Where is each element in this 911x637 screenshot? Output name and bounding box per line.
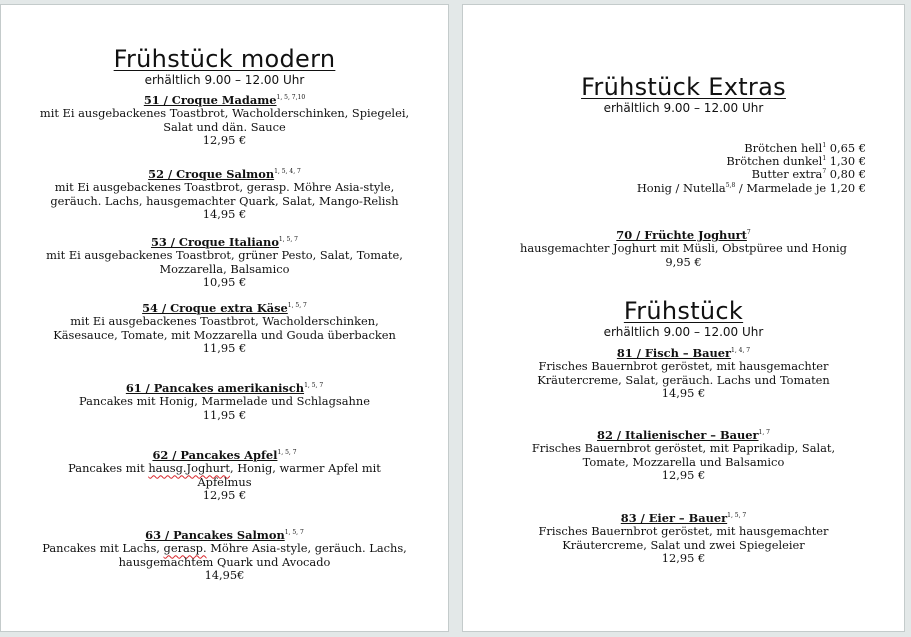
extras-row [637, 182, 866, 195]
description-text: Pancakes mit Lachs, [42, 541, 164, 556]
allergen-codes: 1 [822, 142, 827, 150]
item-description: hausgemachter Joghurt mit Müsli, Obstpüree und Honig [520, 241, 847, 256]
item-title: 52 / Croque Salmon [148, 167, 275, 181]
extras-list [637, 142, 866, 195]
allergen-codes: 1, 5, 7 [277, 449, 297, 457]
item-price: 12,95 € [661, 468, 706, 483]
allergen-codes: 5,8 [725, 181, 736, 189]
section-hours: erhältlich 9.00 – 12.00 Uhr [603, 325, 764, 339]
menu-item-81 [463, 347, 904, 401]
item-title: 63 / Pancakes Salmon [145, 528, 285, 542]
section-heading-fruehstueck-extras: Frühstück Extras [581, 73, 786, 101]
item-description: Frisches Bauernbrot geröstet, mit hausgemachter [538, 524, 829, 539]
item-title: 82 / Italienischer – Bauer [597, 428, 759, 442]
item-description: Mozzarella, Balsamico [159, 261, 290, 276]
allergen-codes: 1, 7 [758, 429, 770, 437]
item-description: mit Ei ausgebackenes Toastbrot, Wacholderschinken, Spiegelei, [39, 106, 410, 121]
item-title: 53 / Croque Italiano [150, 235, 279, 249]
item-description: mit Ei ausgebackenes Toastbrot, Wacholderschinken, [70, 314, 379, 329]
menu-item-83 [463, 512, 904, 566]
item-title: 54 / Croque extra Käse [142, 301, 288, 315]
allergen-codes: 1, 5, 7 [284, 529, 304, 537]
extras-name: Brötchen hell [744, 141, 823, 155]
menu-item-82 [463, 429, 904, 483]
item-description: hausgemachtem Quark und Avocado [118, 554, 331, 569]
item-description: Käsesauce, Tomate, mit Mozzarella und Gouda überbacken [53, 327, 396, 342]
menu-page-left [0, 4, 449, 632]
item-price: 11,95 € [202, 407, 247, 422]
menu-item-61 [1, 382, 448, 422]
description-text: , Honig, warmer Apfel mit [229, 461, 381, 476]
item-price: 14,95 € [661, 386, 706, 401]
item-title: 61 / Pancakes amerikanisch [125, 381, 305, 395]
allergen-codes: 1, 5, 7 [287, 302, 307, 310]
menu-item-53 [1, 236, 448, 290]
item-title: 81 / Fisch – Bauer [616, 346, 732, 360]
allergen-codes: 1, 5, 4, 7 [274, 168, 301, 176]
allergen-codes: 7 [746, 229, 751, 237]
item-description: Frisches Bauernbrot geröstet, mit hausgemachter [538, 359, 829, 374]
item-title: 62 / Pancakes Apfel [152, 448, 278, 462]
spelling-flagged-word: gerasp. [163, 541, 207, 556]
spelling-flagged-word: hausg.Joghurt [148, 461, 230, 476]
extras-price: 0,65 € [826, 141, 866, 155]
item-price: 12,95 € [661, 551, 706, 566]
extras-price: 0,80 € [826, 167, 866, 182]
item-description: Tomate, Mozzarella und Balsamico [582, 454, 785, 469]
menu-item-52 [1, 168, 448, 222]
section-hours: erhältlich 9.00 – 12.00 Uhr [144, 73, 305, 87]
item-description: geräuch. Lachs, hausgemachter Quark, Salat, Mango-Relish [50, 193, 399, 208]
item-price: 12,95 € [202, 133, 247, 148]
item-description [1, 542, 448, 555]
item-description: Kräutercreme, Salat, geräuch. Lachs und Tomaten [537, 372, 830, 387]
menu-item-62 [1, 449, 448, 503]
allergen-codes: 1, 5, 7 [727, 512, 747, 520]
item-description: Kräutercreme, Salat und zwei Spiegeleier [562, 537, 805, 552]
extras-name: Brötchen dunkel [726, 154, 823, 169]
section-heading-fruehstueck-modern: Frühstück modern [113, 45, 336, 73]
item-price: 10,95 € [202, 275, 247, 290]
section-heading-fruehstueck: Frühstück [623, 297, 744, 325]
item-title: 70 / Früchte Joghurt [616, 228, 747, 242]
item-price: 11,95 € [202, 341, 247, 356]
menu-item-63 [1, 529, 448, 583]
menu-item-54 [1, 302, 448, 356]
item-description: Salat und dän. Sauce [163, 119, 286, 134]
allergen-codes: 1, 5, 7 [304, 382, 324, 390]
item-description: mit Ei ausgebackenes Toastbrot, gerasp. Möhre Asia-style, [54, 180, 395, 195]
description-text: Möhre Asia-style, geräuch. Lachs, [206, 541, 407, 556]
item-title: 83 / Eier – Bauer [620, 511, 728, 525]
section-hours: erhältlich 9.00 – 12.00 Uhr [603, 101, 764, 115]
item-price: 14,95€ [204, 568, 245, 583]
menu-page-right [462, 4, 905, 632]
allergen-codes: 1, 5, 7,10 [276, 94, 306, 102]
allergen-codes: 1, 5, 7 [278, 236, 299, 244]
item-description: mit Ei ausgebackenes Toastbrot, grüner Pesto, Salat, Tomate, [46, 248, 403, 263]
allergen-codes: 7 [822, 168, 827, 176]
extras-price: 1,30 € [826, 154, 866, 169]
item-description [1, 462, 448, 475]
item-description: Frisches Bauernbrot geröstet, mit Paprikadip, Salat, [531, 441, 836, 456]
extras-name: Honig / Nutella [636, 180, 726, 195]
allergen-codes: 1 [822, 155, 827, 163]
item-price: 12,95 € [202, 488, 247, 503]
allergen-codes: 1, 4, 7 [731, 347, 751, 355]
item-title: 51 / Croque Madame [143, 93, 277, 107]
menu-item-70 [463, 229, 904, 269]
extras-price: / Marmelade je 1,20 € [735, 180, 866, 195]
description-text: Pancakes mit [68, 461, 149, 476]
item-price: 14,95 € [202, 207, 247, 222]
item-description: Apfelmus [197, 474, 252, 489]
extras-name: Butter extra [751, 167, 823, 182]
item-price: 9,95 € [665, 254, 702, 269]
menu-item-51 [1, 94, 448, 148]
item-description: Pancakes mit Honig, Marmelade und Schlagsahne [79, 394, 370, 409]
